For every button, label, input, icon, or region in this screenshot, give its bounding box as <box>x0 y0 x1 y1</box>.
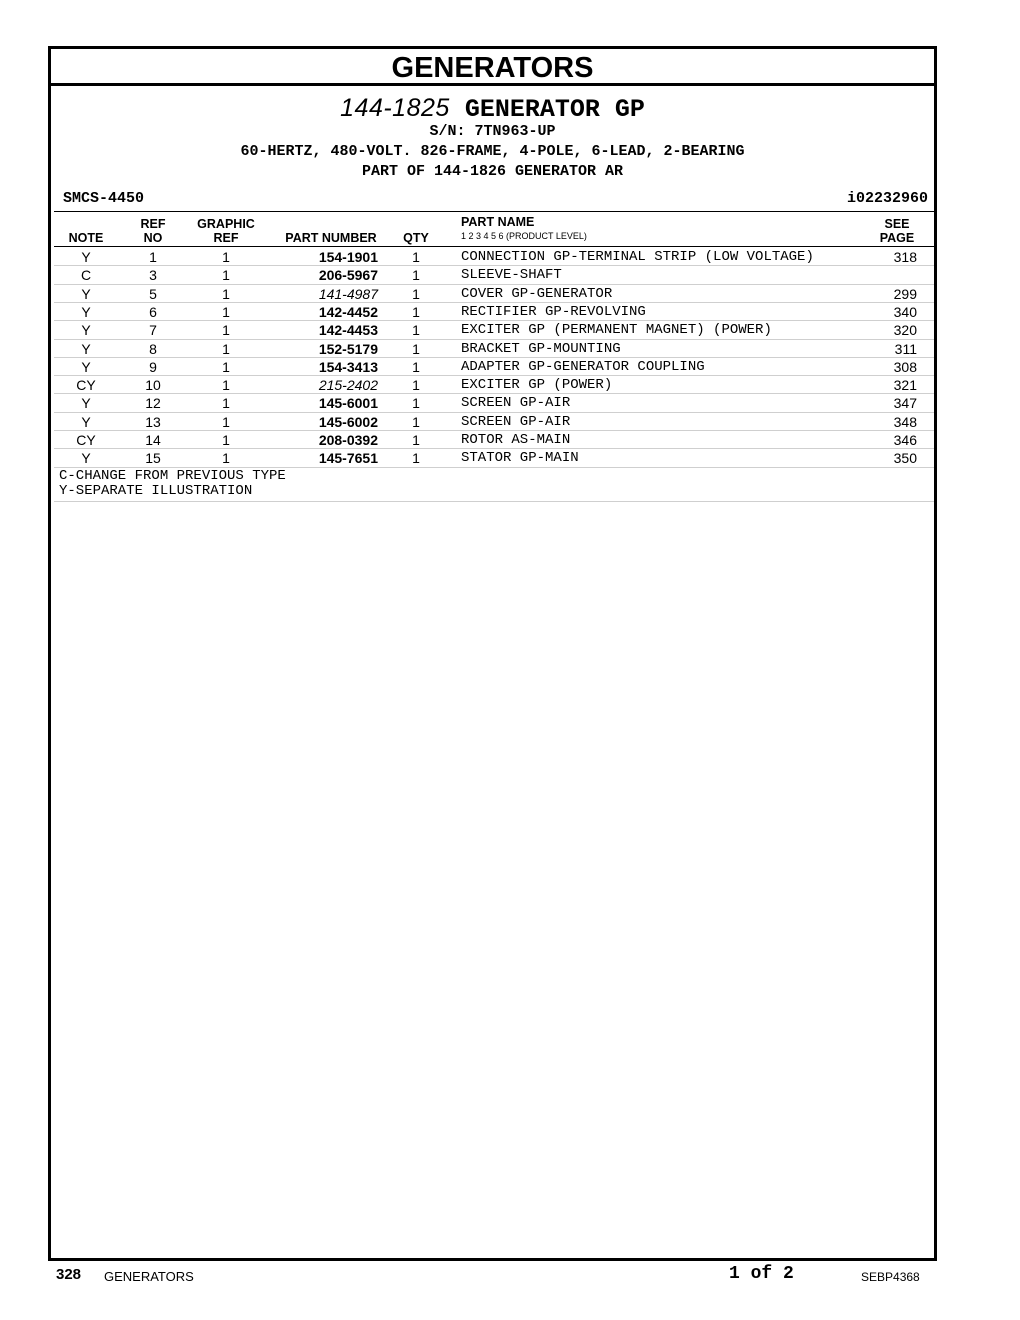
table-row <box>51 340 934 358</box>
row-part-name: ROTOR AS-MAIN <box>461 432 571 448</box>
table-row <box>51 248 934 266</box>
row-note: Y <box>81 358 91 375</box>
row-qty: 1 <box>412 249 420 265</box>
row-see-page: 320 <box>893 322 917 339</box>
row-note: CY <box>76 432 96 448</box>
row-note: Y <box>81 450 91 467</box>
section-title: GENERATORS <box>51 49 934 86</box>
table-row <box>51 413 934 431</box>
row-ref-no: 12 <box>145 395 161 412</box>
row-graphic-ref: 1 <box>222 267 230 284</box>
row-qty: 1 <box>412 285 420 302</box>
row-graphic-ref: 1 <box>222 303 230 320</box>
row-see-page: 299 <box>893 285 917 302</box>
row-part-number: 154-3413 <box>318 358 378 375</box>
smcs-code: SMCS-4450 <box>63 190 145 207</box>
footer-page-of: 1 of 2 <box>729 1264 794 1284</box>
row-note: Y <box>81 285 91 302</box>
row-see-page: 347 <box>893 395 917 412</box>
col-header-note: NOTE <box>68 231 104 245</box>
group-description: 60-HERTZ, 480-VOLT. 826-FRAME, 4-POLE, 6-LEAD, 2-BEARING <box>240 143 745 160</box>
col-header-graphic-bottom: REF <box>213 231 239 245</box>
row-graphic-ref: 1 <box>222 340 230 357</box>
row-qty: 1 <box>412 267 420 284</box>
row-graphic-ref: 1 <box>222 358 230 375</box>
row-note: Y <box>81 395 91 412</box>
group-part-number: 144-1825 <box>340 94 450 122</box>
row-qty: 1 <box>412 358 420 375</box>
row-part-name: CONNECTION GP-TERMINAL STRIP (LOW VOLTAGE) <box>461 249 814 265</box>
row-part-number: 215-2402 <box>318 377 378 394</box>
row-graphic-ref: 1 <box>222 450 230 467</box>
row-part-number: 141-4987 <box>318 285 378 302</box>
row-ref-no: 3 <box>149 267 157 284</box>
row-qty: 1 <box>412 340 420 357</box>
col-header-part-name: PART NAME <box>461 215 535 229</box>
row-graphic-ref: 1 <box>222 249 230 265</box>
table-row <box>51 321 934 339</box>
col-header-graphic-top: GRAPHIC <box>197 217 255 231</box>
col-header-see-top: SEE <box>884 217 910 231</box>
row-ref-no: 1 <box>149 249 157 265</box>
row-graphic-ref: 1 <box>222 413 230 430</box>
col-header-qty: QTY <box>403 231 429 245</box>
col-header-ref-top: REF <box>140 217 166 231</box>
row-part-name: COVER GP-GENERATOR <box>461 285 613 302</box>
note-line: Y-SEPARATE ILLUSTRATION <box>59 482 253 499</box>
row-part-name: EXCITER GP (PERMANENT MAGNET) (POWER) <box>461 322 772 339</box>
row-part-name: EXCITER GP (POWER) <box>461 377 613 394</box>
row-graphic-ref: 1 <box>222 322 230 339</box>
row-note: Y <box>81 249 91 265</box>
table-row <box>51 358 934 376</box>
row-ref-no: 14 <box>145 432 161 448</box>
row-part-name: SCREEN GP-AIR <box>461 413 571 430</box>
row-see-page: 311 <box>894 340 917 357</box>
row-part-number: 142-4452 <box>318 303 378 320</box>
row-note: C <box>80 267 92 284</box>
footer-page-number: 328 <box>56 1266 82 1283</box>
row-part-number: 208-0392 <box>318 432 378 448</box>
footer-section: GENERATORS <box>104 1269 194 1284</box>
row-see-page: 346 <box>893 432 917 448</box>
row-see-page: 318 <box>893 249 917 265</box>
table-row <box>51 376 934 394</box>
page-frame <box>48 46 937 1261</box>
table-row <box>51 266 934 284</box>
table-row <box>51 431 934 449</box>
row-ref-no: 13 <box>145 413 161 430</box>
row-ref-no: 15 <box>145 450 161 467</box>
row-see-page: 321 <box>893 377 917 394</box>
row-ref-no: 9 <box>149 358 157 375</box>
row-see-page: 348 <box>893 413 917 430</box>
row-ref-no: 10 <box>145 377 161 394</box>
col-header-part-number: PART NUMBER <box>285 231 377 245</box>
row-graphic-ref: 1 <box>222 395 230 412</box>
row-note: Y <box>81 322 91 339</box>
row-part-name: STATOR GP-MAIN <box>461 450 579 467</box>
row-part-name: RECTIFIER GP-REVOLVING <box>461 303 646 320</box>
row-graphic-ref: 1 <box>222 432 230 448</box>
row-part-number: 145-7651 <box>318 450 378 467</box>
row-part-number: 152-5179 <box>318 340 378 357</box>
row-part-name: ADAPTER GP-GENERATOR COUPLING <box>461 358 705 375</box>
note-line: C-CHANGE FROM PREVIOUS TYPE <box>59 467 286 484</box>
group-title <box>51 93 934 125</box>
row-see-page: 308 <box>893 358 917 375</box>
row-ref-no: 5 <box>149 285 157 302</box>
row-note: CY <box>76 377 96 394</box>
row-ref-no: 6 <box>149 303 157 320</box>
row-see-page: 340 <box>893 303 917 320</box>
product-level-legend: 1 2 3 4 5 6 (PRODUCT LEVEL) <box>461 231 587 241</box>
row-qty: 1 <box>412 322 420 339</box>
row-ref-no: 7 <box>149 322 157 339</box>
row-part-name: SLEEVE-SHAFT <box>461 267 562 284</box>
row-qty: 1 <box>412 413 420 430</box>
illustration-id: i02232960 <box>846 190 928 207</box>
row-note: Y <box>81 303 91 320</box>
table-row <box>51 285 934 303</box>
col-header-see-bottom: PAGE <box>879 231 915 245</box>
footer-doc-id: SEBP4368 <box>861 1270 920 1284</box>
row-part-number: 206-5967 <box>318 267 378 284</box>
row-part-number: 142-4453 <box>318 322 378 339</box>
row-part-name: BRACKET GP-MOUNTING <box>461 340 621 357</box>
row-part-name: SCREEN GP-AIR <box>461 395 571 412</box>
col-header-ref-bottom: NO <box>143 231 163 245</box>
table-row <box>51 449 934 467</box>
row-note: Y <box>81 340 91 357</box>
row-note: Y <box>81 413 91 430</box>
part-of-line: PART OF 144-1826 GENERATOR AR <box>361 163 624 180</box>
row-qty: 1 <box>412 432 420 448</box>
row-ref-no: 8 <box>149 340 157 357</box>
row-graphic-ref: 1 <box>222 377 230 394</box>
row-part-number: 145-6001 <box>318 395 378 412</box>
row-graphic-ref: 1 <box>222 285 230 302</box>
row-see-page: 350 <box>893 450 917 467</box>
notes-bottom-rule <box>54 501 934 502</box>
row-part-number: 145-6002 <box>318 413 378 430</box>
group-name: GENERATOR GP <box>464 95 645 124</box>
serial-number: S/N: 7TN963-UP <box>429 123 556 140</box>
header-bottom-rule <box>54 246 934 247</box>
row-qty: 1 <box>412 395 420 412</box>
row-part-number: 154-1901 <box>318 249 378 265</box>
table-row <box>51 303 934 321</box>
row-qty: 1 <box>412 377 420 394</box>
row-qty: 1 <box>412 303 420 320</box>
table-row <box>51 394 934 412</box>
header-top-rule <box>54 211 934 212</box>
row-qty: 1 <box>412 450 420 467</box>
